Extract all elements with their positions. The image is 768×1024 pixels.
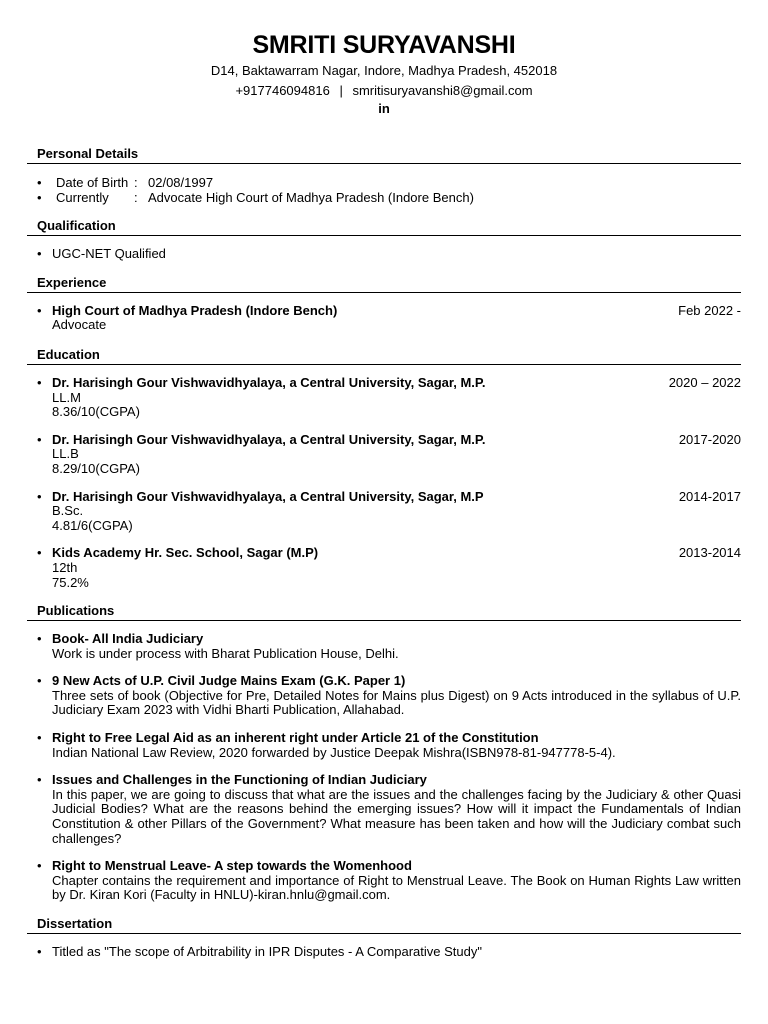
publication-title: • Book- All India Judiciary [52,631,204,647]
education-school: • Dr. Harisingh Gour Vishwavidhyalaya, a Central University, Sagar, M.P. [52,431,486,447]
education-date: 2014-2017 [678,488,741,504]
education-item [27,433,741,477]
experience-date: Feb 2022 - [678,302,741,318]
experience-role: Advocate [52,317,107,333]
resume-page [27,30,741,960]
publication-item [27,773,741,846]
education-date: 2013-2014 [678,545,741,561]
contact-line [27,82,741,100]
dissertation-section [27,915,741,960]
publication-description: In this paper, we are going to discuss that what are the issues and the challenges facing by the Judiciary & other Quasi Judicial Bodies? What are the reasons behind the emerging issues? How will it impact the Fundamentals of Indian Constitution & other Pillars of the Government? What measure has been taken and how will the Judiciary combat such challenges? [52,786,741,846]
publication-title: • 9 New Acts of U.P. Civil Judge Mains Exam (G.K. Paper 1) [52,673,406,689]
section-title-personal-details: Personal Details [27,145,741,164]
education-section [27,346,741,590]
linkedin-icon[interactable]: in [378,101,390,116]
education-item [27,490,741,534]
publication-description: Work is under process with Bharat Publication House, Delhi. [52,645,399,661]
education-school: • Dr. Harisingh Gour Vishwavidhyalaya, a Central University, Sagar, M.P. [52,374,486,390]
experience-section [27,274,741,333]
detail-label: • Currently [56,189,109,205]
education-score: 8.29/10(CGPA) [52,460,140,476]
publication-item [27,859,741,903]
experience-org: • High Court of Madhya Pradesh (Indore Bench) [52,302,338,318]
section-title-experience: Experience [27,274,741,293]
section-title-education: Education [27,346,741,365]
education-degree: 12th [52,559,78,575]
personal-detail-currently [27,191,741,206]
resume-header [27,30,741,118]
education-degree: LL.B [52,446,79,462]
experience-item [27,304,741,333]
publication-item [27,632,741,661]
education-score: 4.81/6(CGPA) [52,517,133,533]
education-item [27,546,741,590]
dissertation-item: • Titled as "The scope of Arbitrability in IPR Disputes - A Comparative Study" [27,945,741,960]
contact-separator: | [339,83,343,98]
education-school: • Dr. Harisingh Gour Vishwavidhyalaya, a Central University, Sagar, M.P [52,488,484,504]
detail-label: • Date of Birth [56,175,129,190]
education-score: 8.36/10(CGPA) [52,404,140,420]
qualification-item: • UGC-NET Qualified [27,247,741,262]
education-school: • Kids Academy Hr. Sec. School, Sagar (M.P) [52,545,319,561]
detail-separator: : [134,189,138,205]
publication-title: • Right to Free Legal Aid as an inherent right under Article 21 of the Constitution [52,730,539,746]
education-degree: LL.M [52,389,81,405]
education-item [27,376,741,420]
phone: +917746094816 [235,83,330,98]
candidate-name: SMRITI SURYAVANSHI [252,31,516,59]
publication-description: Indian National Law Review, 2020 forwarded by Justice Deepak Mishra(ISBN978-81-947778-5-4). [52,744,616,760]
publication-item [27,731,741,760]
publication-description: Three sets of book (Objective for Pre, Detailed Notes for Mains plus Digest) on 9 Acts introduced in the syllabus of U.P. Judiciary Exam 2023 with Vidhi Bharti Publication, Allahabad. [52,687,741,718]
publication-title: • Right to Menstrual Leave- A step towards the Womenhood [52,858,412,874]
detail-separator: : [134,175,138,190]
section-title-qualification: Qualification [27,217,741,236]
education-date: 2020 – 2022 [668,374,741,390]
email-link[interactable]: smritisuryavanshi8@gmail.com [352,83,533,98]
publication-title: • Issues and Challenges in the Functioning of Indian Judiciary [52,772,427,788]
detail-value: Advocate High Court of Madhya Pradesh (Indore Bench) [148,189,474,205]
section-title-dissertation: Dissertation [27,915,741,934]
address: D14, Baktawarram Nagar, Indore, Madhya Pradesh, 452018 [210,63,558,78]
education-degree: B.Sc. [52,503,84,519]
qualification-section [27,217,741,262]
personal-details-section [27,145,741,205]
education-score: 75.2% [52,574,89,590]
personal-detail-dob [27,176,741,191]
education-date: 2017-2020 [678,431,741,447]
publication-description: Chapter contains the requirement and importance of Right to Menstrual Leave. The Book on Human Rights Law written by Dr. Kiran Kori (Faculty in HNLU)-kiran.hnlu@gmail.com. [52,872,741,903]
section-title-publications: Publications [27,602,741,621]
publication-item [27,674,741,718]
publications-section [27,602,741,903]
detail-value: 02/08/1997 [148,175,214,190]
